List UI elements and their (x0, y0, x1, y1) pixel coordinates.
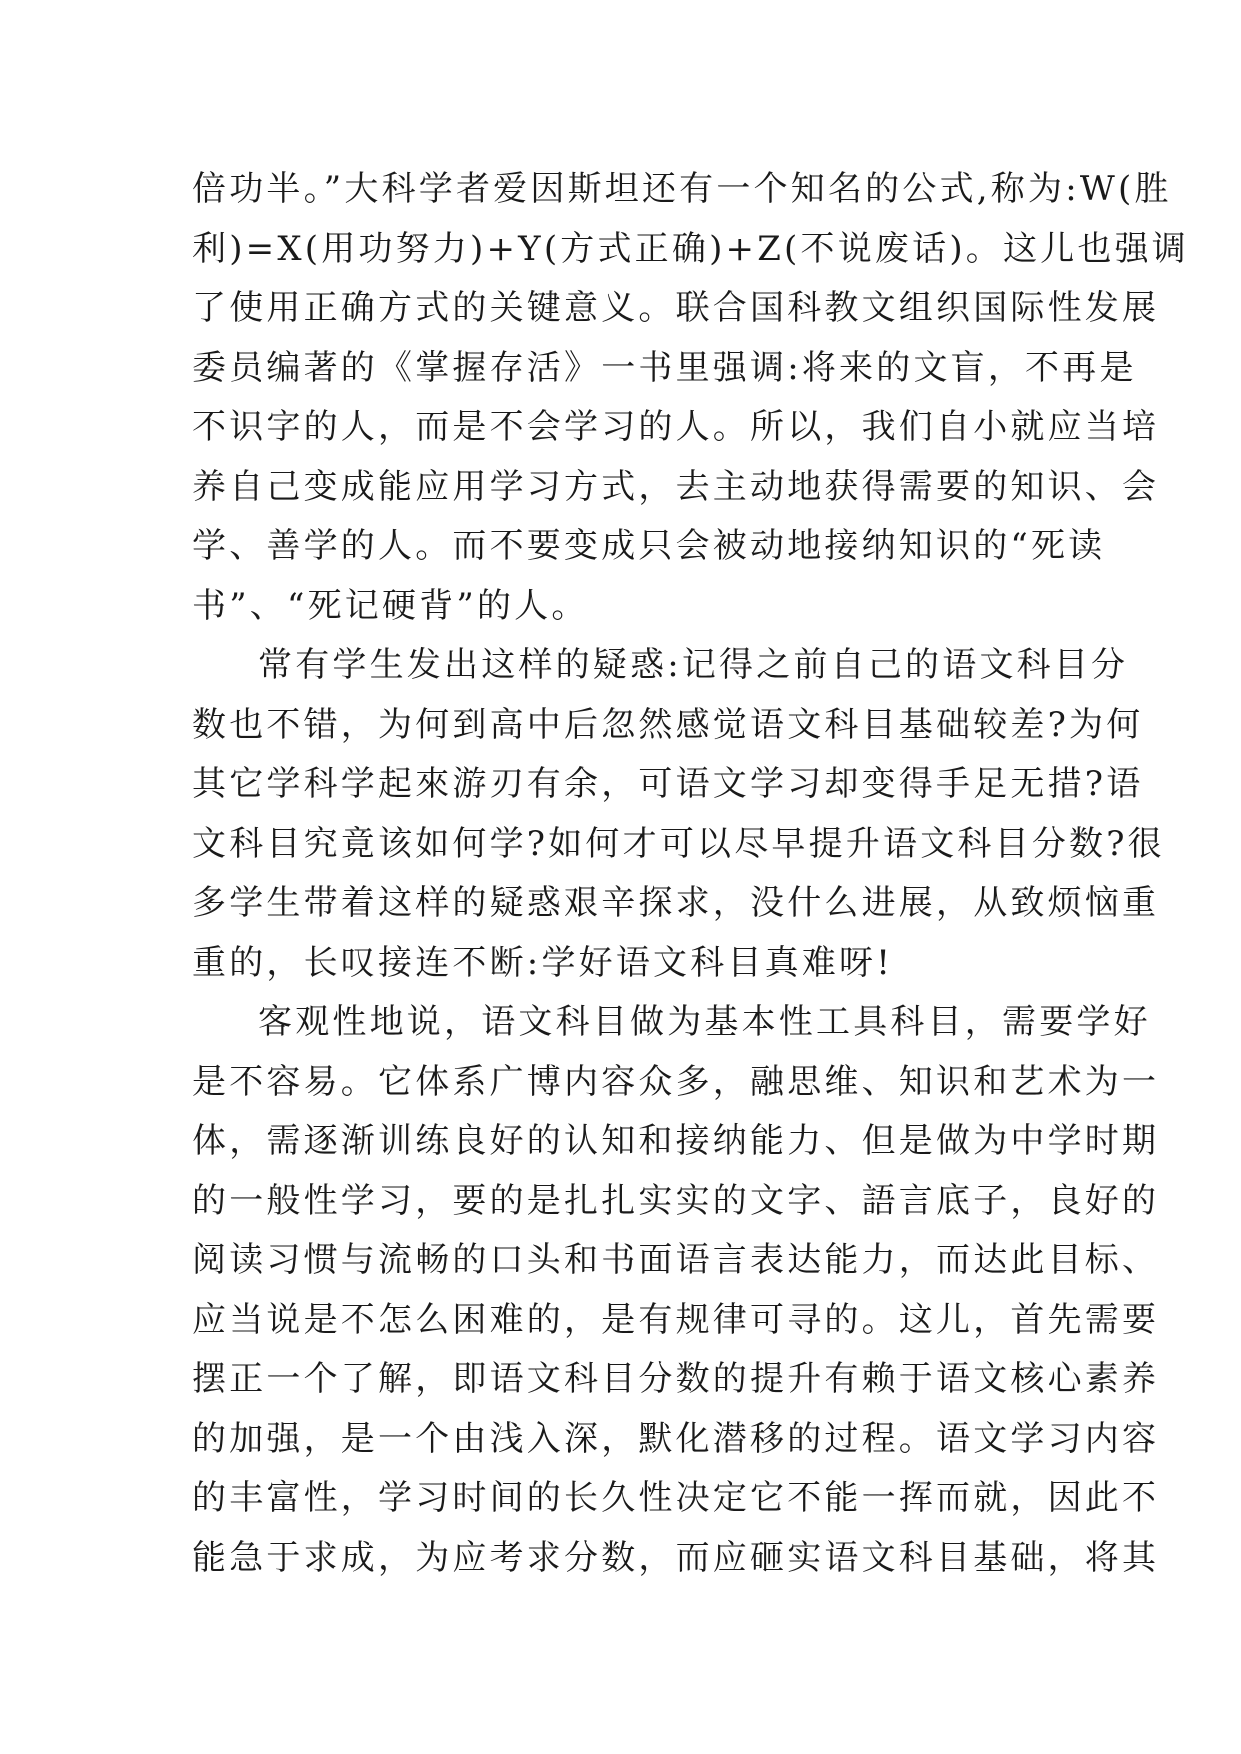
text-line: 是不容易。它体系广博内容众多，融思维、知识和艺术为一 (192, 1061, 1160, 1102)
text-line: 委员编著的《掌握存活》一书里强调:将来的文盲，不再是 (192, 347, 1137, 388)
text-line: 重的，长叹接连不断:学好语文科目真难呀! (192, 942, 894, 983)
text-line: 其它学科学起來游刃有余，可语文学习却变得手足无措?语 (192, 764, 1144, 804)
text-line: 文科目究竟该如何学?如何才可以尽早提升语文科目分数?很 (192, 823, 1165, 864)
text-line: 体，需逐渐训练良好的认知和接纳能力、但是做为中学时期 (192, 1121, 1160, 1161)
text-line: 利)=X(用功努力)+Y(方式正确)+Z(不说废话)。这儿也强调 (192, 228, 1189, 269)
text-line: 了使用正确方式的关键意义。联合国科教文组织国际性发展 (192, 288, 1160, 328)
text-line: 的加强，是一个由浅入深，默化潜移的过程。语文学习内容 (192, 1418, 1160, 1459)
paragraph-first-line: 常有学生发出这样的疑惑:记得之前自己的语文科目分 (258, 645, 1129, 685)
text-line: 学、善学的人。而不要变成只会被动地接纳知识的“死读 (192, 526, 1106, 566)
text-line: 的丰富性，学习时间的长久性决定它不能一挥而就，因此不 (192, 1478, 1160, 1518)
text-line: 阅读习惯与流畅的口头和书面语言表达能力，而达此目标、 (192, 1240, 1160, 1280)
text-line: 摆正一个了解，即语文科目分数的提升有赖于语文核心素养 (192, 1359, 1160, 1399)
body-text (192, 160, 1189, 1588)
text-line: 倍功半。”大科学者爱因斯坦还有一个知名的公式,称为:W(胜 (192, 169, 1172, 209)
text-line: 养自己变成能应用学习方式，去主动地获得需要的知识、会 (192, 466, 1160, 507)
text-line: 多学生带着这样的疑惑艰辛探求，没什么进展，从致烦恼重 (192, 883, 1160, 923)
text-line: 不识字的人，而是不会学习的人。所以，我们自小就应当培 (192, 407, 1160, 447)
text-line: 的一般性学习，要的是扎扎实实的文字、語言底子，良好的 (192, 1180, 1160, 1221)
paragraph-first-line: 客观性地说，语文科目做为基本性工具科目，需要学好 (258, 1002, 1151, 1042)
text-line: 应当说是不怎么困难的，是有规律可寻的。这儿，首先需要 (192, 1299, 1160, 1340)
text-line: 书”、“死记硬背”的人。 (192, 585, 589, 626)
text-line: 能急于求成，为应考求分数，而应砸实语文科目基础，将其 (192, 1537, 1160, 1578)
text-line: 数也不错，为何到高中后忽然感觉语文科目基础较差?为何 (192, 704, 1144, 745)
